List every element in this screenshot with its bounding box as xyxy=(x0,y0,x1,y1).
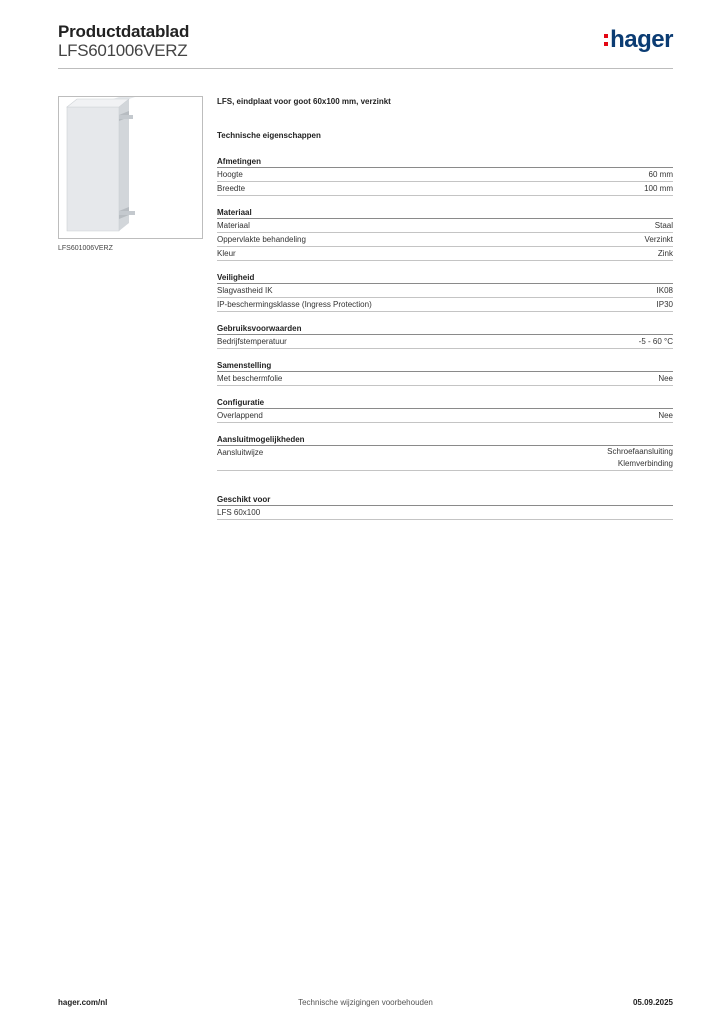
spec-label: Aansluitwijze xyxy=(217,448,264,457)
suitable-for-group xyxy=(217,493,673,520)
product-code: LFS601006VERZ xyxy=(58,41,188,60)
page-title: Productdatablad xyxy=(58,22,190,41)
spec-value-line: Schroefaansluiting xyxy=(607,447,673,456)
group-title: Veiligheid xyxy=(217,271,673,284)
spec-value: IK08 xyxy=(656,286,673,295)
spec-row xyxy=(217,446,673,471)
group-title: Geschikt voor xyxy=(217,493,673,506)
header-divider xyxy=(58,68,673,69)
footer-website: hager.com/nl xyxy=(58,998,108,1007)
spec-row xyxy=(217,372,673,386)
spec-group-materiaal xyxy=(217,206,673,261)
spec-label: Met beschermfolie xyxy=(217,374,283,383)
spec-row xyxy=(217,284,673,298)
spec-label: Breedte xyxy=(217,184,246,193)
group-title: Aansluitmogelijkheden xyxy=(217,433,673,446)
spec-row xyxy=(217,298,673,312)
spec-group-afmetingen xyxy=(217,155,673,196)
product-image xyxy=(58,96,203,239)
group-title: Samenstelling xyxy=(217,359,673,372)
section-heading: Technische eigenschappen xyxy=(217,131,321,140)
spec-row xyxy=(217,168,673,182)
spec-group-samenstelling xyxy=(217,359,673,386)
spec-row xyxy=(217,335,673,349)
suitable-label: LFS 60x100 xyxy=(217,508,261,517)
suitable-item xyxy=(217,506,673,520)
spec-value: Zink xyxy=(657,249,673,258)
group-title: Materiaal xyxy=(217,206,673,219)
footer-date: 05.09.2025 xyxy=(632,998,673,1007)
spec-group-veiligheid xyxy=(217,271,673,312)
spec-row xyxy=(217,247,673,261)
group-title: Gebruiksvoorwaarden xyxy=(217,322,673,335)
hager-logo xyxy=(604,28,673,52)
end-plate-icon xyxy=(59,97,202,238)
spec-value: -5 - 60 °C xyxy=(638,337,673,346)
product-description: LFS, eindplaat voor goot 60x100 mm, verzinkt xyxy=(217,97,391,106)
logo-dots-icon xyxy=(604,34,608,46)
spec-label: Bedrijfstemperatuur xyxy=(217,337,287,346)
spec-label: Materiaal xyxy=(217,221,250,230)
spec-label: Kleur xyxy=(217,249,236,258)
spec-value-line: Klemverbinding xyxy=(617,459,673,468)
spec-value: Nee xyxy=(658,374,673,383)
spec-value: 60 mm xyxy=(648,170,673,179)
spec-group-configuratie xyxy=(217,396,673,423)
spec-value: Staal xyxy=(654,221,673,230)
spec-label: IP-beschermingsklasse (Ingress Protection) xyxy=(217,300,372,309)
spec-label: Oppervlakte behandeling xyxy=(217,235,306,244)
spec-value: IP30 xyxy=(656,300,673,309)
spec-value: Verzinkt xyxy=(644,235,673,244)
spec-value xyxy=(607,446,673,470)
image-caption: LFS601006VERZ xyxy=(58,245,113,252)
group-title: Configuratie xyxy=(217,396,673,409)
spec-row xyxy=(217,409,673,423)
spec-group-gebruiksvoorwaarden xyxy=(217,322,673,349)
spec-label: Slagvastheid IK xyxy=(217,286,273,295)
spec-value: Nee xyxy=(658,411,673,420)
spec-row xyxy=(217,233,673,247)
spec-group-aansluitmogelijkheden xyxy=(217,433,673,471)
group-title: Afmetingen xyxy=(217,155,673,168)
spec-row xyxy=(217,182,673,196)
specifications xyxy=(217,96,673,520)
spec-label: Hoogte xyxy=(217,170,243,179)
logo-text: hager xyxy=(610,26,673,53)
spec-value: 100 mm xyxy=(644,184,673,193)
spec-row xyxy=(217,219,673,233)
page-header xyxy=(58,22,673,70)
footer-disclaimer: Technische wijzigingen voorbehouden xyxy=(298,998,433,1007)
page-footer xyxy=(58,996,673,1010)
spec-label: Overlappend xyxy=(217,411,263,420)
